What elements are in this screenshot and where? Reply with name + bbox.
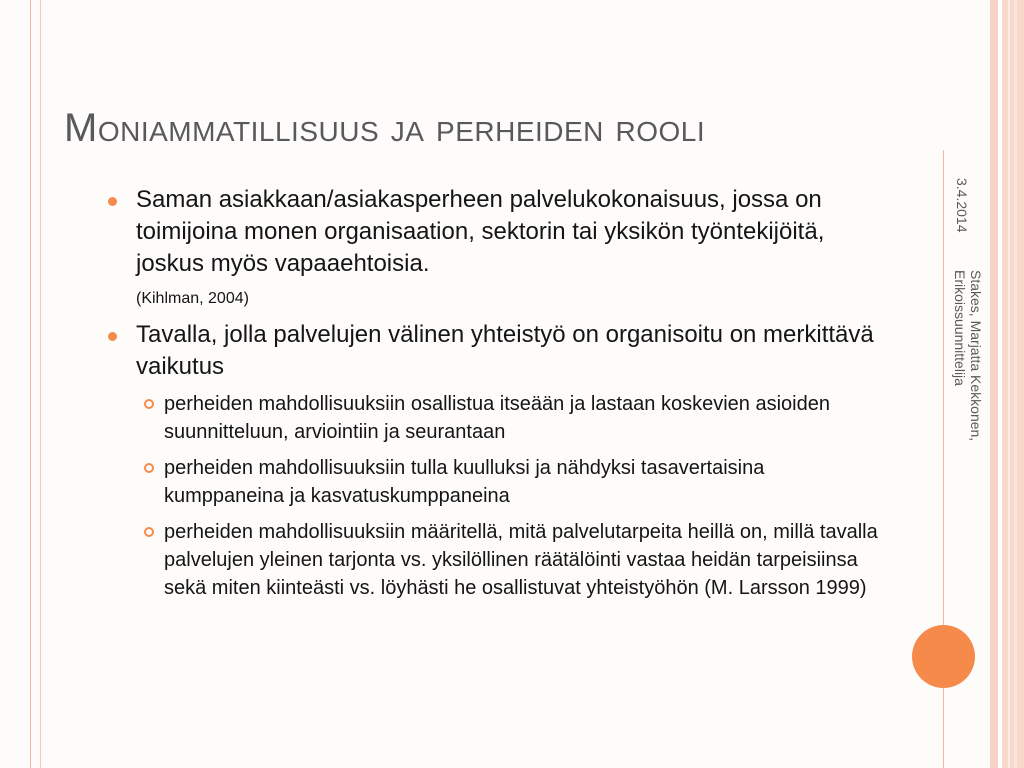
bullet-item — [108, 184, 888, 312]
slide-body — [108, 184, 888, 610]
author-title: Erikoissuunnittelija — [952, 270, 968, 386]
sub-bullet-text: perheiden mahdollisuuksiin tulla kuulluksi ja nähdyksi tasavertaisina kumppaneina ja kasvatuskumppaneina — [164, 457, 765, 507]
citation: (Kihlman, 2004) — [136, 290, 249, 307]
slide-footer-author — [952, 270, 984, 441]
bullet-text: Tavalla, jolla palvelujen välinen yhteistyö on organisoitu on merkittävä vaikutus — [136, 321, 874, 380]
left-border-line-inner — [40, 0, 41, 768]
sub-bullet-item — [108, 454, 888, 510]
slide-title: Moniammatillisuus ja perheiden rooli — [64, 106, 706, 150]
slide-date: 3.4.2014 — [954, 178, 970, 233]
decorative-circle — [912, 625, 975, 688]
bullet-item — [108, 319, 888, 383]
right-stripe-line — [1014, 0, 1017, 768]
ring-bullet-icon — [144, 527, 154, 537]
sub-bullet-text: perheiden mahdollisuuksiin osallistua itseään ja lastaan koskevien asioiden suunnitteluun, arviointiin ja seurantaan — [164, 393, 830, 443]
sub-bullet-item — [108, 518, 888, 602]
ring-bullet-icon — [144, 399, 154, 409]
author-line: Stakes, Marjatta Kekkonen, — [968, 270, 984, 442]
left-border-line — [30, 0, 31, 768]
sub-bullet-text: perheiden mahdollisuuksiin määritellä, mitä palvelutarpeita heillä on, millä tavalla palvelujen yleinen tarjonta vs. yksilöllinen räätälöinti vastaa heidän tarpeisiinsa sekä miten kiinteästi vs. löyhästi he osallistuvat yhteistyöhön (M. Larsson 1999) — [164, 521, 878, 599]
sub-bullet-item — [108, 390, 888, 446]
bullet-dot-icon — [108, 332, 117, 341]
bullet-dot-icon — [108, 197, 117, 206]
right-stripe-outer — [1002, 0, 1024, 768]
bullet-text: Saman asiakkaan/asiakasperheen palvelukokonaisuus, jossa on toimijoina monen organisaation, sektorin tai yksikön työntekijöitä, joskus myös vapaaehtoisia. — [136, 186, 825, 277]
right-stripe — [990, 0, 998, 768]
ring-bullet-icon — [144, 463, 154, 473]
right-stripe-line — [1008, 0, 1010, 768]
